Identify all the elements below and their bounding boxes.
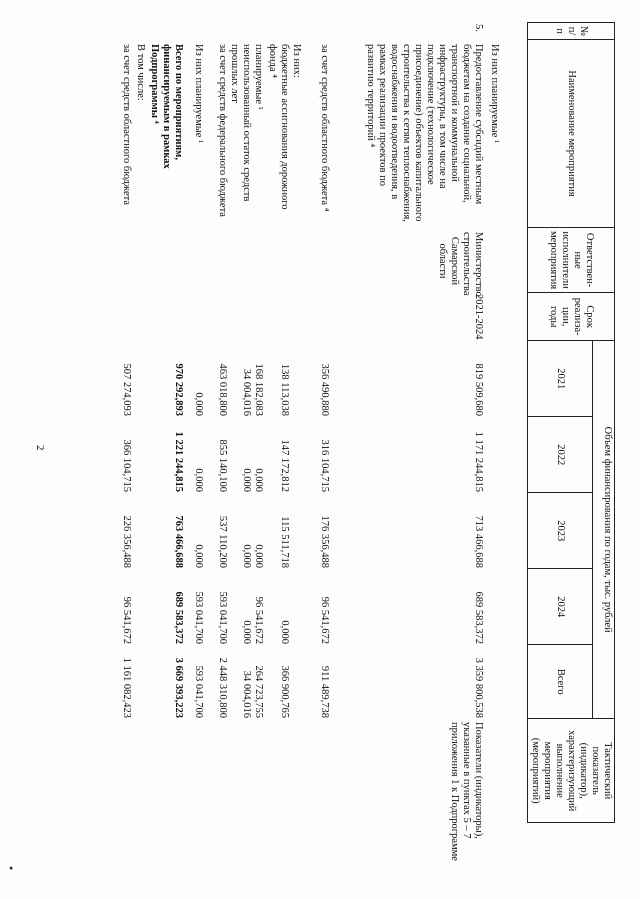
cell-name: неиспользованный остаток средств прошлых лет <box>229 44 252 202</box>
cell-total: 34 004,016 <box>241 670 252 718</box>
cell-v2021: 970 292,893 <box>173 363 184 416</box>
cell-ind: Показатели (индикаторы), указанные в пунктах 5 – 7 приложения 1 к Подпрограмме <box>449 722 484 861</box>
cell-v2023: 537 110,200 <box>217 515 228 568</box>
cell-name: за счет средств областного бюджета <box>121 44 132 206</box>
cell-total: 366 900,765 <box>279 665 290 718</box>
cell-v2023: 226 356,488 <box>121 515 132 568</box>
header-year-2023: 2023 <box>528 493 593 569</box>
cell-v2021: 34 004,016 <box>241 368 252 416</box>
cell-name: Из них планируемые ¹ <box>489 44 500 144</box>
header-year-2024: 2024 <box>528 569 593 645</box>
cell-v2022: 147 172,812 <box>279 439 290 492</box>
header-no: № п/п <box>528 23 615 40</box>
header-indicator: Тактический показатель (индикатор), характеризующий выполнение мероприятия (мероприятий) <box>528 719 615 823</box>
cell-v2024: 96 541,672 <box>319 596 330 644</box>
cell-total: 593 041,700 <box>193 665 204 718</box>
cell-term: 2021-2024 <box>473 294 484 340</box>
cell-v2024: 0,000 <box>241 620 252 644</box>
cell-v2022: 1 171 244,815 <box>473 431 484 492</box>
cell-v2021: 507 274,093 <box>121 363 132 416</box>
cell-v2024: 96 541,672 <box>253 596 264 644</box>
cell-v2022: 316 104,715 <box>319 439 330 492</box>
cell-v2021: 168 182,083 <box>253 363 264 416</box>
header-year-2022: 2022 <box>528 417 593 493</box>
cell-v2021: 463 018,800 <box>217 363 228 416</box>
cell-v2024: 593 041,700 <box>193 591 204 644</box>
cell-name: планируемые ¹ <box>253 44 264 110</box>
header-year-total: Всего <box>528 645 593 719</box>
cell-total: 911 489,738 <box>319 665 330 718</box>
cell-v2023: 0,000 <box>241 544 252 568</box>
header-term: Срок реализа-ции, годы <box>528 293 615 341</box>
cell-v2023: 713 466,688 <box>473 515 484 568</box>
cell-v2023: 763 466,688 <box>173 515 184 568</box>
header-year-2021: 2021 <box>528 341 593 417</box>
cell-total: 1 161 082,423 <box>121 657 132 718</box>
page-number: 2 <box>34 445 46 451</box>
cell-v2022: 1 221 244,815 <box>173 431 184 492</box>
cell-total: 264 723,755 <box>253 665 264 718</box>
cell-v2023: 0,000 <box>253 544 264 568</box>
cell-name: Предоставление субсидий местным бюджетам на создание социальной, транспортной и коммунальной инфраструктуры, в том числе на подключение (технологическое присоединение) объектов капитального строительства к сетям теплоснабжения, водоснабжения и водоотведения, в рамках реализации проектов по развитию территорий ⁴ <box>365 44 484 222</box>
cell-v2021: 819 509,680 <box>473 363 484 416</box>
header-responsible: Ответствен-ные исполнители мероприятия <box>528 228 615 293</box>
cell-v2022: 0,000 <box>241 468 252 492</box>
cell-v2024: 0,000 <box>279 620 290 644</box>
cell-name: за счет средств областного бюджета ⁴ <box>319 44 330 212</box>
cell-v2024: 689 583,372 <box>173 591 184 644</box>
cell-v2023: 176 356,488 <box>319 515 330 568</box>
cell-no: 5. <box>473 24 484 32</box>
cell-name: Из них планируемые ¹ <box>193 44 204 144</box>
cell-v2024: 96 541,672 <box>121 596 132 644</box>
cell-v2022: 366 104,715 <box>121 439 132 492</box>
header-name: Наименование мероприятия <box>528 40 615 228</box>
cell-v2022: 0,000 <box>253 468 264 492</box>
scan-mark: • <box>4 866 18 871</box>
cell-v2023: 0,000 <box>193 544 204 568</box>
header-table <box>527 22 615 823</box>
cell-total: 3 669 393,223 <box>173 657 184 718</box>
cell-name: за счет средств федерального бюджета <box>217 44 228 217</box>
cell-resp: Министерство строительства Самарской области <box>437 232 484 297</box>
cell-v2024: 689 583,372 <box>473 591 484 644</box>
cell-v2024: 593 041,700 <box>217 591 228 644</box>
cell-name: Из них: <box>291 44 302 78</box>
cell-total: 3 359 800,538 <box>473 657 484 718</box>
header-volume: Объем финансирования по годам, тыс. рублей <box>592 341 614 719</box>
cell-name: В том числе: <box>135 44 146 101</box>
cell-v2023: 115 511,718 <box>279 516 290 568</box>
cell-name: Всего по мероприятиям, финансируемым в рамках Подпрограммы ⁴ <box>149 44 184 169</box>
cell-v2021: 356 490,880 <box>319 363 330 416</box>
cell-v2021: 138 113,038 <box>279 363 290 416</box>
cell-name: бюджетные ассигнования дорожного фонда ⁴ <box>267 44 290 210</box>
cell-v2022: 0,000 <box>193 468 204 492</box>
cell-v2021: 0,000 <box>193 392 204 416</box>
cell-total: 2 448 310,800 <box>217 657 228 718</box>
cell-v2022: 855 140,100 <box>217 439 228 492</box>
